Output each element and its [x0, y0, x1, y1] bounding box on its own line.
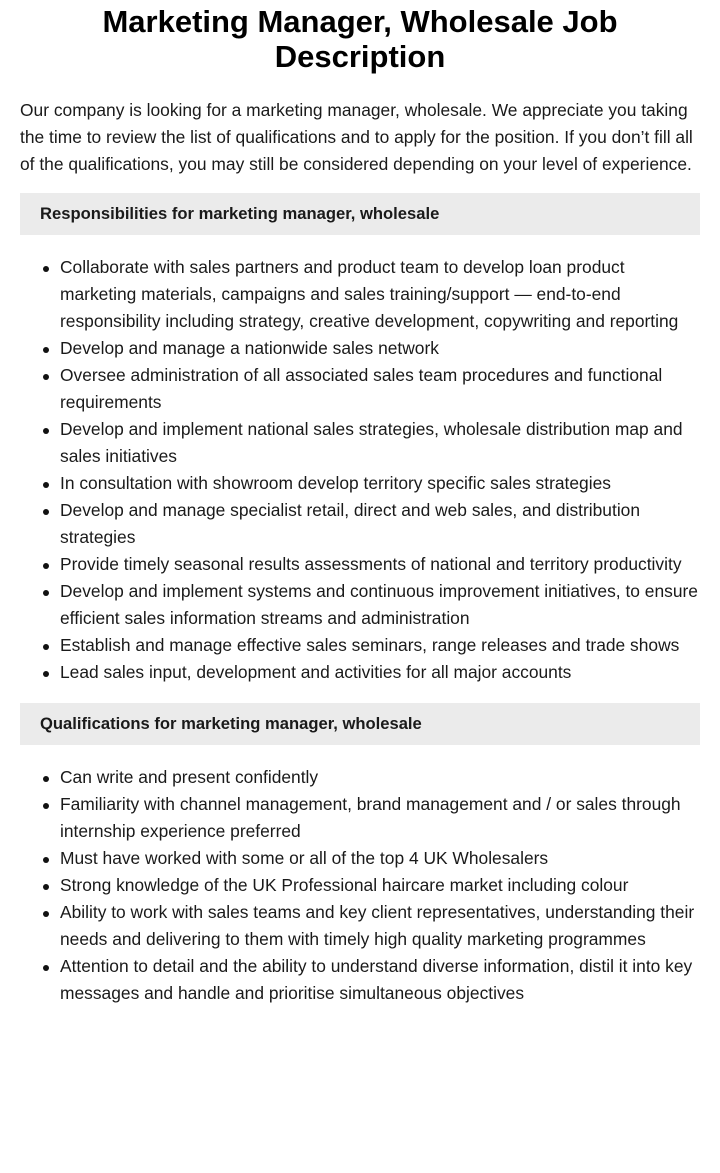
list-item: Familiarity with channel management, brand management and / or sales through internship experience preferred — [20, 791, 700, 845]
qualifications-heading: Qualifications for marketing manager, wholesale — [20, 703, 700, 745]
list-item: Can write and present confidently — [20, 764, 700, 791]
list-item: Develop and implement systems and continuous improvement initiatives, to ensure efficient sales information streams and administration — [20, 578, 700, 632]
list-item: Attention to detail and the ability to understand diverse information, distil it into key messages and handle and prioritise simultaneous objectives — [20, 953, 700, 1007]
list-item: Develop and manage a nationwide sales network — [20, 335, 700, 362]
list-item: Develop and implement national sales strategies, wholesale distribution map and sales initiatives — [20, 416, 700, 470]
responsibilities-heading: Responsibilities for marketing manager, wholesale — [20, 193, 700, 235]
responsibilities-list — [20, 254, 700, 686]
list-item: Lead sales input, development and activities for all major accounts — [20, 659, 700, 686]
list-item: Collaborate with sales partners and product team to develop loan product marketing materials, campaigns and sales training/support — end-to-end responsibility including strategy, creative development, copywriting and reporting — [20, 254, 700, 335]
list-item: Strong knowledge of the UK Professional haircare market including colour — [20, 872, 700, 899]
list-item: Must have worked with some or all of the top 4 UK Wholesalers — [20, 845, 700, 872]
list-item: In consultation with showroom develop territory specific sales strategies — [20, 470, 700, 497]
intro-paragraph: Our company is looking for a marketing manager, wholesale. We appreciate you taking the time to review the list of qualifications and to apply for the position. If you don’t fill all of the qualifications, you may still be considered depending on your level of experience. — [20, 100, 693, 174]
list-item: Provide timely seasonal results assessments of national and territory productivity — [20, 551, 700, 578]
list-item: Ability to work with sales teams and key client representatives, understanding their needs and delivering to them with timely high quality marketing programmes — [20, 899, 700, 953]
list-item: Establish and manage effective sales seminars, range releases and trade shows — [20, 632, 700, 659]
qualifications-list — [20, 764, 700, 1007]
page-title: Marketing Manager, Wholesale Job Description — [102, 4, 618, 74]
list-item: Oversee administration of all associated sales team procedures and functional requirements — [20, 362, 700, 416]
list-item: Develop and manage specialist retail, direct and web sales, and distribution strategies — [20, 497, 700, 551]
